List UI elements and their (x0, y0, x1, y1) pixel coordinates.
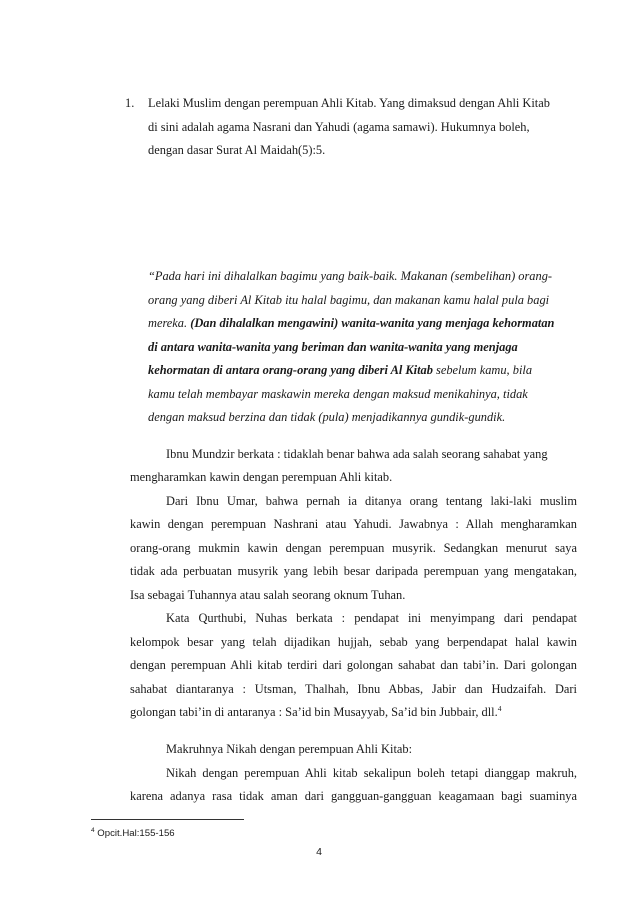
quote-line-6: kamu telah membayar maskawin mereka dengan maksud menikahinya, tidak (148, 387, 528, 401)
para2-line-3: orang-orang mukmin kawin dengan perempuan musyrik. Sedangkan menurut saya (130, 541, 577, 555)
para3-line-4: sahabat diantaranya : Utsman, Thalhah, Ibnu Abbas, Jabir dan Hudzaifah. Dari (130, 682, 577, 696)
list-item-line-1: Lelaki Muslim dengan perempuan Ahli Kitab. Yang dimaksud dengan Ahli Kitab (148, 96, 550, 110)
para2-line-2: kawin dengan perempuan Nashrani atau Yahudi. Jawabnya : Allah mengharamkan (130, 517, 577, 531)
quote-line-3 (148, 315, 554, 331)
quote-line-3-plain: mereka. (148, 316, 191, 330)
para3-line-2: kelompok besar yang telah dijadikan hujjah, sebab yang berpendapat halal kawin (130, 635, 577, 649)
para3-line-5-text: golongan tabi’in di antaranya : Sa’id bin Musayyab, Sa’id bin Jubbair, dll. (130, 705, 498, 719)
para3-line-1: Kata Qurthubi, Nuhas berkata : pendapat ini menyimpang dari pendapat (166, 611, 577, 625)
quote-line-4: di antara wanita-wanita yang beriman dan wanita-wanita yang menjaga (148, 340, 518, 354)
para4-line-2: karena adanya rasa tidak aman dari gangguan-gangguan keagamaan bagi suaminya (130, 789, 577, 803)
makruh-heading: Makruhnya Nikah dengan perempuan Ahli Kitab: (166, 742, 413, 756)
quote-line-7: dengan maksud berzina dan tidak (pula) menjadikannya gundik-gundik. (148, 410, 506, 424)
para1-line-1: Ibnu Mundzir berkata : tidaklah benar bahwa ada salah seorang sahabat yang (166, 447, 548, 461)
list-item-line-2: di sini adalah agama Nasrani dan Yahudi (agama samawi). Hukumnya boleh, (148, 120, 530, 134)
quote-line-2: orang yang diberi Al Kitab itu halal bagimu, dan makanan kamu halal pula bagi (148, 293, 550, 307)
footnote-text: Opcit.Hal:155-156 (94, 828, 175, 839)
list-number: 1. (125, 96, 135, 110)
quote-line-5-bold: kehormatan di antara orang-orang yang diberi Al Kitab (148, 363, 433, 377)
para1-line-2: mengharamkan kawin dengan perempuan Ahli kitab. (130, 470, 393, 484)
para3-line-3: dengan perempuan Ahli kitab terdiri dari golongan sahabat dan tabi’in. Dari golongan (130, 658, 577, 672)
quote-line-3-bold: (Dan dihalalkan mengawini) wanita-wanita yang menjaga kehormatan (190, 316, 555, 330)
quote-line-1: “Pada hari ini dihalalkan bagimu yang baik-baik. Makanan (sembelihan) orang- (148, 269, 553, 283)
para3-line-5 (130, 704, 501, 720)
footnote (91, 828, 175, 839)
footnote-number: 4 (91, 827, 95, 834)
footnote-reference[interactable]: 4 (497, 704, 502, 713)
para2-line-5: Isa sebagai Tuhannya atau salah seorang oknum Tuhan. (130, 588, 406, 602)
page-number: 4 (316, 846, 322, 858)
para2-line-1: Dari Ibnu Umar, bahwa pernah ia ditanya orang tentang laki-laki muslim (166, 494, 577, 508)
para4-line-1: Nikah dengan perempuan Ahli kitab sekalipun boleh tetapi dianggap makruh, (166, 766, 577, 780)
footnote-divider (91, 819, 244, 820)
quote-line-5-plain: sebelum kamu, bila (432, 363, 533, 377)
para2-line-4: tidak ada perbuatan musyrik yang lebih besar daripada perempuan yang mengatakan, (130, 564, 577, 578)
list-item-line-3: dengan dasar Surat Al Maidah(5):5. (148, 143, 326, 157)
quote-line-5 (148, 362, 532, 378)
